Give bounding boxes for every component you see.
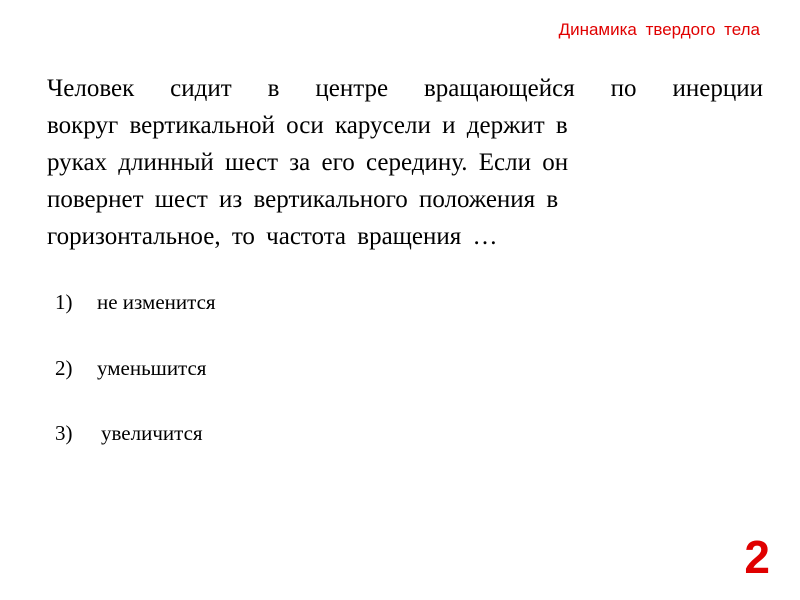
question-line: горизонтальное, то частота вращения … xyxy=(47,223,498,250)
answer-number: 1) xyxy=(55,290,73,314)
question-text xyxy=(47,70,763,255)
answer-option-1[interactable] xyxy=(55,290,216,315)
answer-text: не изменится xyxy=(97,290,216,314)
answer-number: 3) xyxy=(55,421,73,445)
answer-option-3[interactable] xyxy=(55,421,203,446)
topic-title: Динамика твердого тела xyxy=(558,20,760,39)
question-line: руках длинный шест за его середину. Если он xyxy=(47,149,569,176)
question-line: вокруг вертикальной оси карусели и держит в xyxy=(47,112,568,139)
question-line: Человек сидит в центре вращающейся по инерции xyxy=(47,75,763,102)
answer-option-2[interactable] xyxy=(55,356,206,381)
answer-text: уменьшится xyxy=(97,356,207,380)
question-line: повернет шест из вертикального положения в xyxy=(47,186,559,213)
answer-number: 2) xyxy=(55,356,73,380)
answer-text: увеличится xyxy=(101,421,203,445)
slide-number: 2 xyxy=(744,531,770,583)
